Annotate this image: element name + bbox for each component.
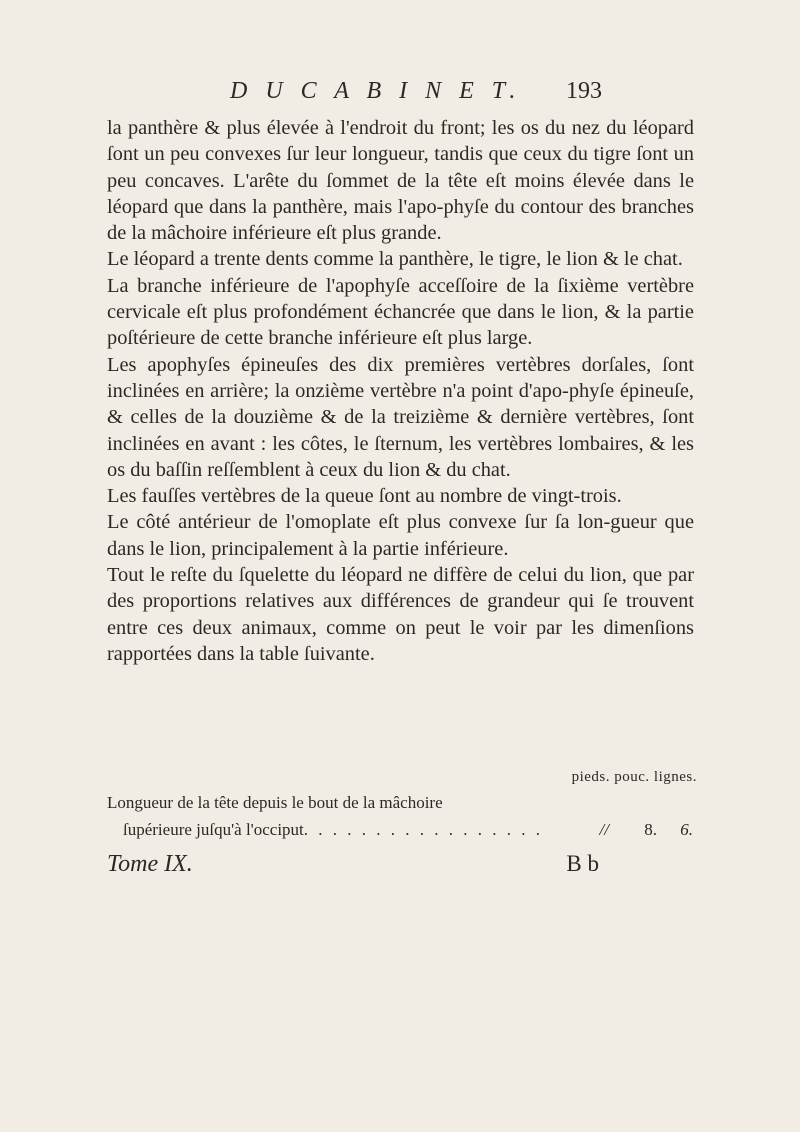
body-text [107,115,694,667]
signature-mark: B b [566,851,599,876]
leader-dots: . . . . . . . . . . . . . . . . . [303,820,544,839]
page-header [230,76,602,112]
paragraph-6: Le côté antérieur de l'omoplate eſt plus convexe ſur ſa lon-gueur que dans le lion, principalement à la partie inférieure. [107,511,694,560]
paragraph-3: La branche inférieure de l'apophyſe acceſſoire de la ſixième vertèbre cervicale eſt plus profondément échancrée que dans le lion, & la partie poſtérieure de cette branche inférieure eſt plus large. [107,274,694,350]
table-row-label-text: ſupérieure juſqu'à l'occiput [123,820,304,839]
value-pieds: // [599,820,609,839]
page-footer [107,851,599,885]
table-units-header: pieds. pouc. lignes. [571,769,697,785]
paragraph-1: la panthère & plus élevée à l'endroit du front; les os du nez du léopard ſont un peu convexes ſur leur longueur, tandis que ceux du tigre ſont un peu concaves. L'arête du ſommet de la tête eſt moins élevée dans le léopard que dans la panthère, mais l'apo-phyſe du contour des branches de la mâchoire inférieure eſt plus grande. [107,117,694,245]
running-title: D U C A B I N E T. [230,78,522,104]
paragraph-7: Tout le reſte du ſquelette du léopard ne diffère de celui du lion, que par des proportions relatives aux différences de grandeur qui ſe trouvent entre ces deux animaux, comme on peut le voir par les dimenſions rapportées dans la table ſuivante. [107,564,694,665]
table-row-label-line-2 [123,820,543,840]
paragraph-2: Le léopard a trente dents comme la panthère, le tigre, le lion & le chat. [107,248,683,271]
value-pouces: 8. [644,820,657,839]
value-lignes: 6. [680,820,693,839]
volume-label: Tome IX. [107,851,193,877]
table-row-label-line-1: Longueur de la tête depuis le bout de la mâchoire [107,793,443,812]
page-number: 193 [566,78,602,104]
paragraph-5: Les fauſſes vertèbres de la queue ſont au nombre de vingt-trois. [107,485,622,508]
paragraph-4: Les apophyſes épineuſes des dix premières vertèbres dorſales, ſont inclinées en arrière; la onzième vertèbre n'a point d'apo-phyſe épineuſe, & celles de la douzième & de la treizième & dernière vertèbres, ſont inclinées en avant : les côtes, le ſternum, les vertèbres lombaires, & les os du baſſin reſſemblent à ceux du lion & du chat. [107,353,694,481]
